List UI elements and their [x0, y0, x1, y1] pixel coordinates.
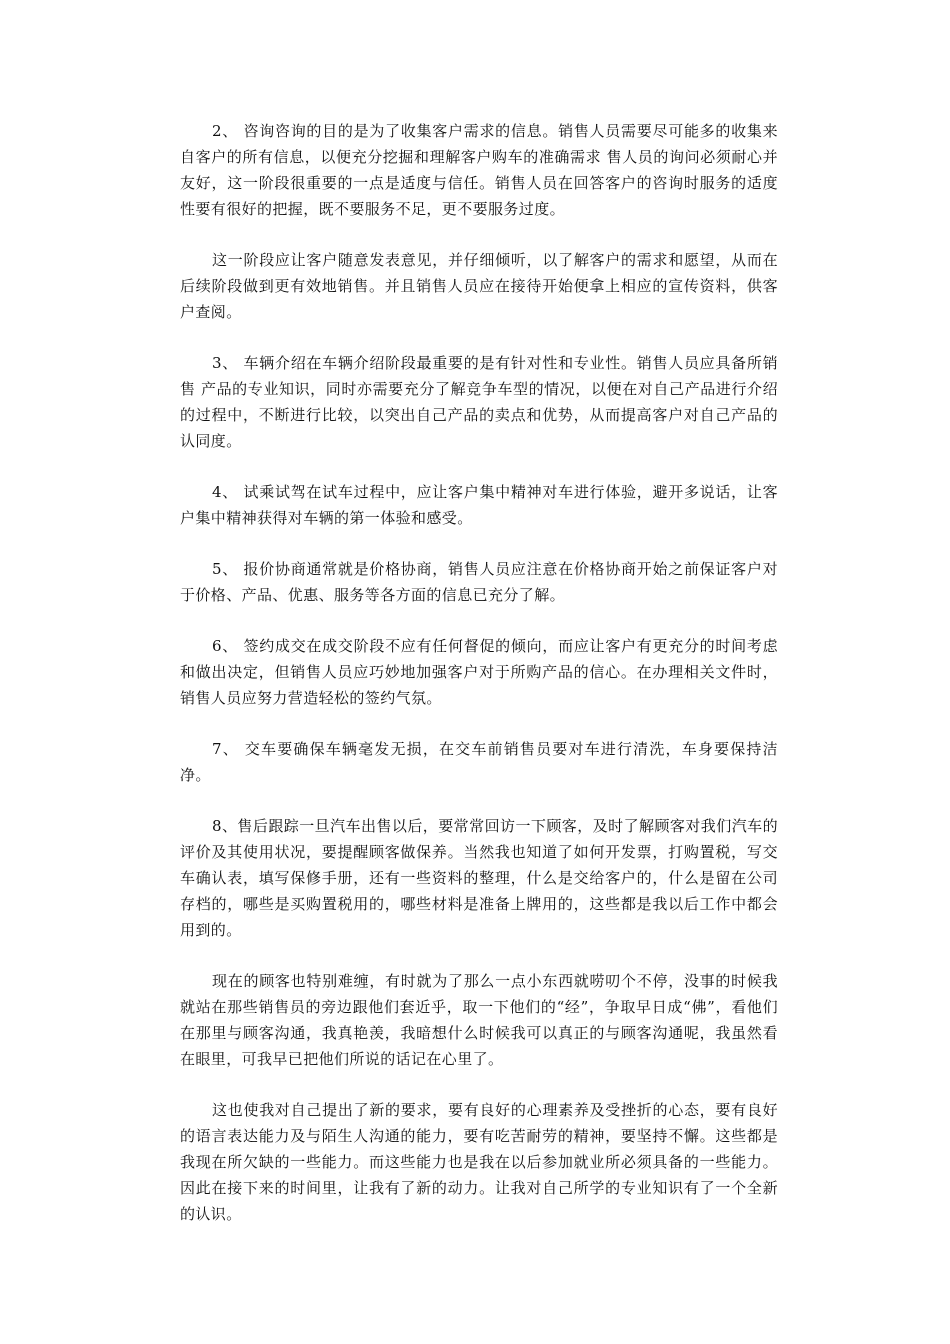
paragraph-price-negotiation: 5、 报价协商通常就是价格协商，销售人员应注意在价格协商开始之前保证客户对于价格、产品、优惠、服务等各方面的信息已充分了解。 [180, 560, 778, 604]
paragraph-self-requirements: 这也使我对自己提出了新的要求，要有良好的心理素养及受挫折的心态，要有良好的语言表达能力及与陌生人沟通的能力，要有吃苦耐劳的精神，要坚持不懈。这些都是我现在所欠缺的一些能力。而这些能力也是我在以后参加就业所必须具备的一些能力。因此在接下来的时间里，让我有了新的动力。让我对自己所学的专业知识有了一个全新的认识。 [180, 1101, 778, 1223]
document-body [180, 118, 778, 1252]
paragraph-vehicle-delivery: 7、 交车要确保车辆毫发无损，在交车前销售员要对车进行清洗，车身要保持洁净。 [180, 740, 778, 784]
paragraph-test-drive: 4、 试乘试驾在试车过程中，应让客户集中精神对车进行体验，避开多说话，让客户集中精神获得对车辆的第一体验和感受。 [180, 483, 778, 527]
paragraph-after-sales-followup: 8、售后跟踪一旦汽车出售以后，要常常回访一下顾客，及时了解顾客对我们汽车的评价及其使用状况，要提醒顾客做保养。当然我也知道了如何开发票，打购置税，写交车确认表，填写保修手册，还有一些资料的整理，什么是交给客户的，什么是留在公司存档的，哪些是买购置税用的，哪些材料是准备上牌用的，这些都是我以后工作中都会用到的。 [180, 817, 778, 939]
paragraph-customer-observation: 现在的顾客也特别难缠，有时就为了那么一点小东西就唠叨个不停，没事的时候我就站在那些销售员的旁边跟他们套近乎，取一下他们的“经”，争取早日成“佛”，看他们在那里与顾客沟通，我真艳羡，我暗想什么时候我可以真正的与顾客沟通呢，我虽然看在眼里，可我早已把他们所说的话记在心里了。 [180, 972, 778, 1068]
paragraph-listening: 这一阶段应让客户随意发表意见，并仔细倾听，以了解客户的需求和愿望，从而在后续阶段做到更有效地销售。并且销售人员应在接待开始便拿上相应的宣传资料，供客户查阅。 [180, 251, 778, 321]
paragraph-vehicle-introduction: 3、 车辆介绍在车辆介绍阶段最重要的是有针对性和专业性。销售人员应具备所销售 产品的专业知识，同时亦需要充分了解竞争车型的情况，以便在对自己产品进行介绍的过程中，不断进行比较，以突出自己产品的卖点和优势，从而提高客户对自己产品的认同度。 [180, 354, 778, 450]
paragraph-consultation: 2、 咨询咨询的目的是为了收集客户需求的信息。销售人员需要尽可能多的收集来自客户的所有信息，以便充分挖掘和理解客户购车的准确需求 售人员的询问必须耐心并友好，这一阶段很重要的一点是适度与信任。销售人员在回答客户的咨询时服务的适度性要有很好的把握，既不要服务不足，更不要服务过度。 [180, 122, 778, 218]
paragraph-contract-signing: 6、 签约成交在成交阶段不应有任何督促的倾向，而应让客户有更充分的时间考虑和做出决定，但销售人员应巧妙地加强客户对于所购产品的信心。在办理相关文件时，销售人员应努力营造轻松的签约气氛。 [180, 637, 778, 707]
